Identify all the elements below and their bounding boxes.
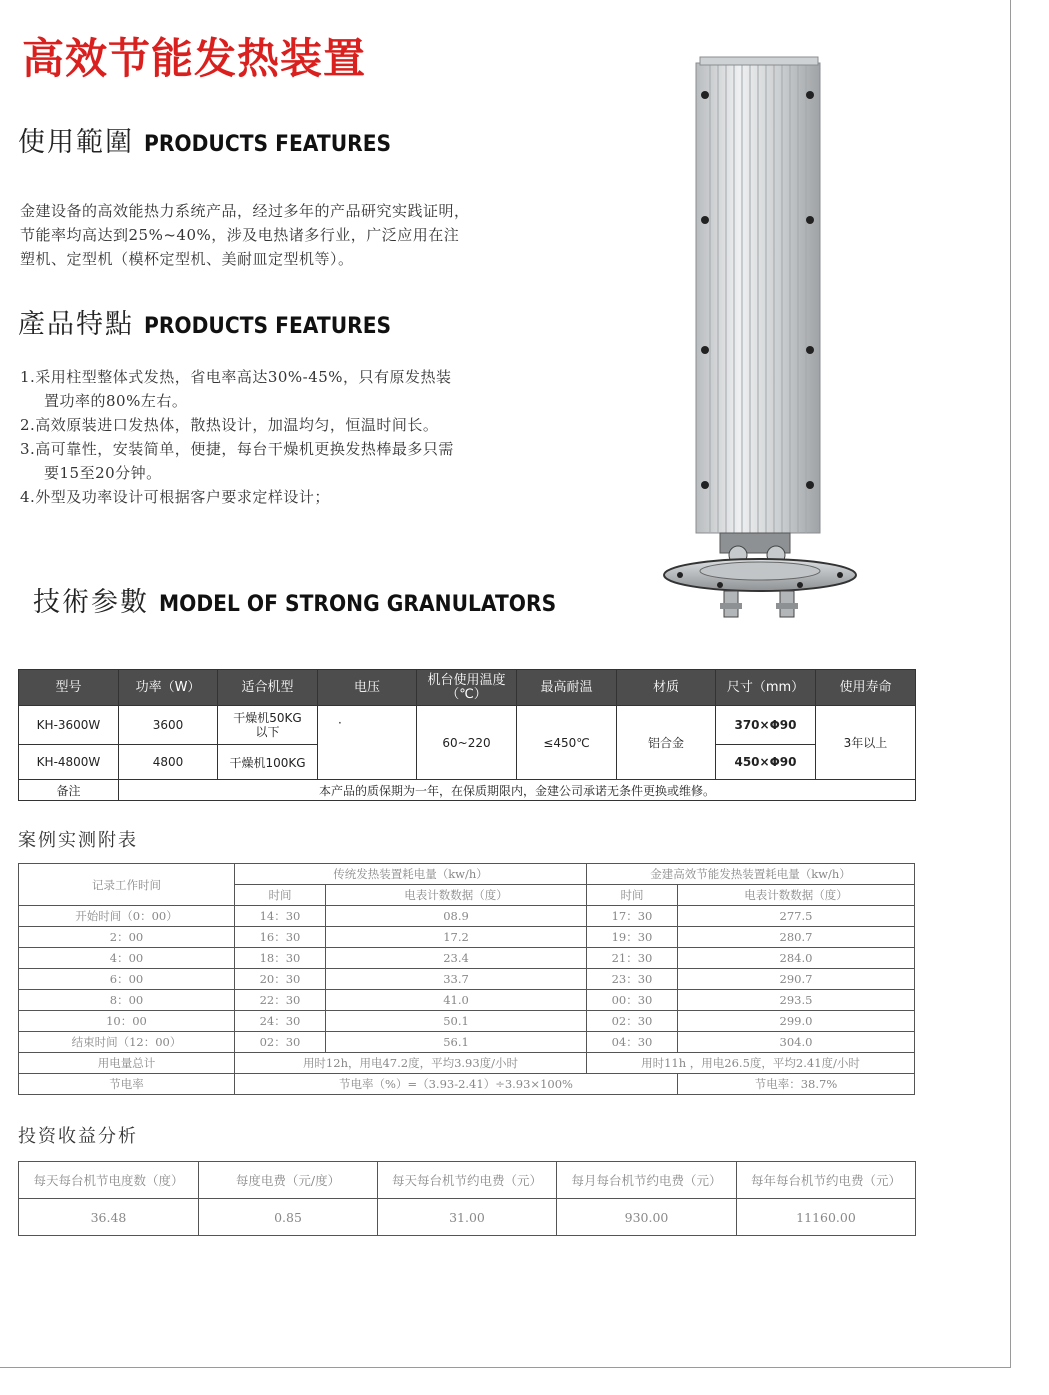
spec-header-cell: 适合机型 [218, 670, 318, 706]
spec-header-cell: 电压 [318, 670, 417, 706]
case-row [19, 1011, 915, 1032]
usage-paragraph [20, 199, 470, 271]
spec-size: 370×Φ90 [716, 706, 816, 745]
case-total-row [19, 1053, 915, 1074]
case-cell: 50.1 [326, 1011, 587, 1032]
case-row [19, 927, 915, 948]
invest-header-cell: 每天每台机节约电费（元） [378, 1162, 557, 1199]
invest-value-cell: 0.85 [199, 1199, 378, 1236]
spec-temp-range: 60~220 [417, 706, 517, 780]
case-cell: 10：00 [19, 1011, 235, 1032]
case-cell: 结束时间（12：00） [19, 1032, 235, 1053]
spec-model: KH-3600W [19, 706, 119, 745]
main-title: 高效节能发热装置 [22, 34, 367, 83]
case-cell: 41.0 [326, 990, 587, 1011]
spec-header-row [19, 670, 916, 706]
invest-value-cell: 31.00 [378, 1199, 557, 1236]
case-group-traditional: 传统发热装置耗电量（kw/h） [235, 864, 587, 885]
page-border-right [1010, 0, 1011, 1368]
case-cell: 17.2 [326, 927, 587, 948]
case-cell: 17：30 [587, 906, 678, 927]
spec-machine: 干燥机100KG [218, 745, 318, 780]
invest-value-cell: 11160.00 [737, 1199, 916, 1236]
section-usage-cn: 使用範圍 [18, 127, 134, 158]
spec-max-temp: ≤450℃ [517, 706, 617, 780]
case-rate-value: 节电率：38.7% [678, 1074, 915, 1095]
case-cell: 284.0 [678, 948, 915, 969]
feature-item: 4.外型及功率设计可根据客户要求定样设计； [20, 488, 330, 506]
case-rate-formula: 节电率（%）=（3.93-2.41）÷3.93×100% [235, 1074, 678, 1095]
case-cell: 开始时间（0：00） [19, 906, 235, 927]
page-border-bottom [0, 1367, 1011, 1368]
case-col-time: 时间 [235, 885, 326, 906]
spec-header-cell: 材质 [617, 670, 716, 706]
invest-header-cell: 每年每台机节约电费（元） [737, 1162, 916, 1199]
usage-line: 节能率均高达到25%~40%，涉及电热诸多行业，广泛应用在注 [20, 226, 460, 244]
case-row [19, 906, 915, 927]
spec-header-cell: 功率（W） [119, 670, 218, 706]
spec-voltage: · [318, 706, 417, 780]
case-group-row [19, 864, 915, 885]
invest-table [18, 1161, 916, 1236]
invest-header-cell: 每月每台机节约电费（元） [557, 1162, 737, 1199]
case-cell: 277.5 [678, 906, 915, 927]
invest-title: 投资收益分析 [18, 1126, 138, 1147]
case-cell: 20：30 [235, 969, 326, 990]
case-cell: 23：30 [587, 969, 678, 990]
case-cell: 04：30 [587, 1032, 678, 1053]
features-list [20, 365, 454, 509]
case-rate-row [19, 1074, 915, 1095]
spec-header-cell: 最高耐温 [517, 670, 617, 706]
section-usage-title [18, 120, 413, 159]
case-cell: 02：30 [587, 1011, 678, 1032]
case-cell: 8：00 [19, 990, 235, 1011]
usage-line: 金建设备的高效能热力系统产品，经过多年的产品研究实践证明， [20, 202, 470, 220]
case-total-jinjian: 用时11h ，用电26.5度，平均2.41度/小时 [587, 1053, 915, 1074]
case-col-time: 时间 [587, 885, 678, 906]
case-cell: 19：30 [587, 927, 678, 948]
spec-lifespan: 3年以上 [816, 706, 916, 780]
case-group-jinjian: 金建高效节能发热装置耗电量（kw/h） [587, 864, 915, 885]
case-cell: 299.0 [678, 1011, 915, 1032]
case-table [18, 863, 915, 1095]
section-features-title [18, 302, 413, 341]
case-cell: 18：30 [235, 948, 326, 969]
case-total-traditional: 用时12h，用电47.2度，平均3.93度/小时 [235, 1053, 587, 1074]
spec-table [18, 669, 916, 801]
case-title: 案例实测附表 [18, 830, 138, 851]
case-cell: 290.7 [678, 969, 915, 990]
section-usage-en: PRODUCTS FEATURES [144, 132, 392, 157]
case-row [19, 1032, 915, 1053]
case-cell: 23.4 [326, 948, 587, 969]
feature-item: 1.采用柱型整体式发热，省电率高达30%-45%，只有原发热装 [20, 368, 452, 386]
section-tech-en: MODEL OF STRONG GRANULATORS [159, 592, 557, 617]
case-cell: 21：30 [587, 948, 678, 969]
spec-power: 4800 [119, 745, 218, 780]
invest-header-row [19, 1162, 916, 1199]
case-cell: 33.7 [326, 969, 587, 990]
case-cell: 6：00 [19, 969, 235, 990]
invest-header-cell: 每天每台机节电度数（度） [19, 1162, 199, 1199]
case-cell: 56.1 [326, 1032, 587, 1053]
feature-item: 2.高效原装进口发热体，散热设计，加温均匀，恒温时间长。 [20, 416, 439, 434]
case-cell: 4：00 [19, 948, 235, 969]
spec-machine: 干燥机50KG以下 [218, 706, 318, 745]
case-cell: 280.7 [678, 927, 915, 948]
case-rate-label: 节电率 [19, 1074, 235, 1095]
usage-line: 塑机、定型机（模杯定型机、美耐皿定型机等）。 [20, 250, 354, 268]
spec-header-cell: 使用寿命 [816, 670, 916, 706]
case-row [19, 948, 915, 969]
case-cell: 14：30 [235, 906, 326, 927]
spec-header-cell: 尺寸（mm） [716, 670, 816, 706]
section-features-cn: 產品特點 [18, 309, 134, 340]
spec-note-row [19, 780, 916, 801]
case-col-meter: 电表计数数据（度） [326, 885, 587, 906]
case-total-label: 用电量总计 [19, 1053, 235, 1074]
case-cell: 22：30 [235, 990, 326, 1011]
case-cell: 00：30 [587, 990, 678, 1011]
section-tech-title [33, 580, 591, 619]
case-row [19, 969, 915, 990]
spec-model: KH-4800W [19, 745, 119, 780]
spec-note-label: 备注 [19, 780, 119, 801]
spec-note: 本产品的质保期为一年，在保质期限内，金建公司承诺无条件更换或维修。 [119, 780, 916, 801]
spec-size: 450×Φ90 [716, 745, 816, 780]
case-cell: 16：30 [235, 927, 326, 948]
case-cell: 304.0 [678, 1032, 915, 1053]
feature-item-cont: 置功率的80%左右。 [44, 392, 188, 410]
spec-header-cell: 型号 [19, 670, 119, 706]
section-features-en: PRODUCTS FEATURES [144, 314, 392, 339]
case-col-record: 记录工作时间 [19, 864, 235, 906]
heater-product-image [660, 55, 870, 625]
spec-power: 3600 [119, 706, 218, 745]
case-cell: 2：00 [19, 927, 235, 948]
invest-header-cell: 每度电费（元/度） [199, 1162, 378, 1199]
spec-material: 铝合金 [617, 706, 716, 780]
spec-header-cell: 机台使用温度（℃） [417, 670, 517, 706]
feature-item: 3.高可靠性，安装简单，便捷，每台干燥机更换发热棒最多只需 [20, 440, 454, 458]
section-tech-cn: 技術参數 [33, 587, 149, 618]
case-row [19, 990, 915, 1011]
invest-value-cell: 930.00 [557, 1199, 737, 1236]
feature-item-cont: 要15至20分钟。 [44, 464, 162, 482]
invest-value-cell: 36.48 [19, 1199, 199, 1236]
case-cell: 02：30 [235, 1032, 326, 1053]
case-cell: 08.9 [326, 906, 587, 927]
case-cell: 24：30 [235, 1011, 326, 1032]
invest-value-row [19, 1199, 916, 1236]
case-col-meter: 电表计数数据（度） [678, 885, 915, 906]
case-cell: 293.5 [678, 990, 915, 1011]
spec-row [19, 706, 916, 745]
